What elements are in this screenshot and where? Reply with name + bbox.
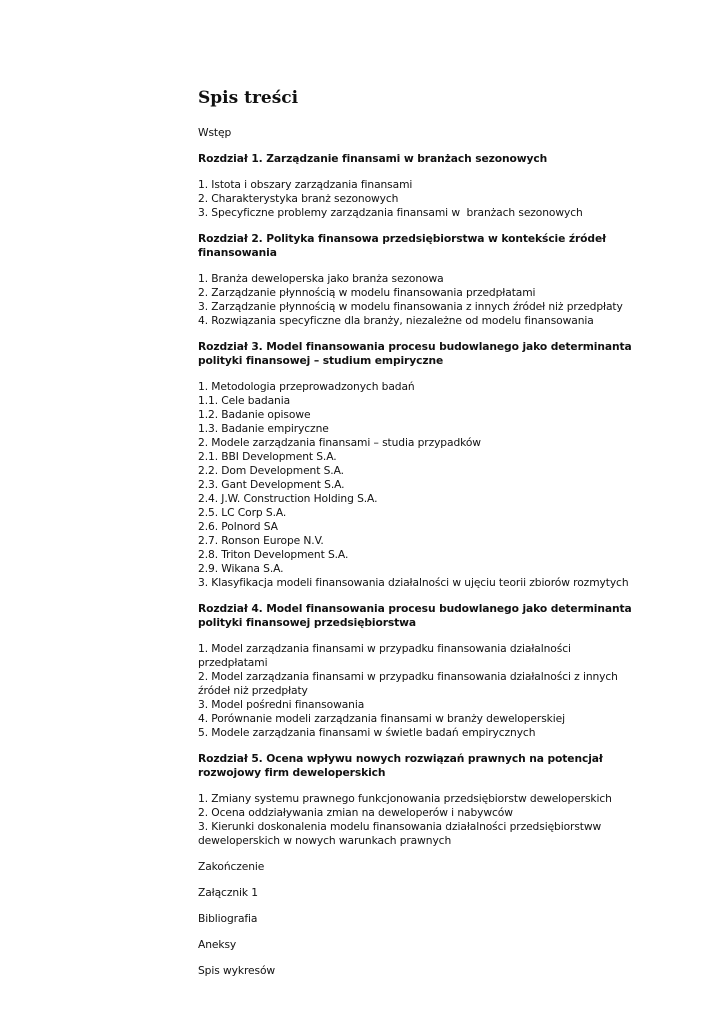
chapter-1-items [198, 178, 638, 220]
list-item: 1. Istota i obszary zarządzania finansami [198, 178, 413, 191]
list-item: 3. Zarządzanie płynnością w modelu finansowania z innych źródeł niż przedpłaty [198, 300, 623, 313]
chapter-3-heading: Rozdział 3. Model finansowania procesu budowlanego jako determinanta [198, 340, 632, 353]
chapter-2-heading: Rozdział 2. Polityka finansowa przedsiębiorstwa w kontekście źródeł [198, 232, 606, 245]
list-item: 2. Ocena oddziaływania zmian na deweloperów i nabywców [198, 806, 513, 819]
chapter-3-items [198, 380, 638, 590]
chapter-4-items [198, 642, 638, 740]
list-item: 2.8. Triton Development S.A. [198, 548, 349, 561]
list-item: 1. Metodologia przeprowadzonych badań [198, 380, 415, 393]
chapter-2-items [198, 272, 638, 328]
list-item: 2.3. Gant Development S.A. [198, 478, 345, 491]
list-item: 4. Porównanie modeli zarządzania finansami w branży deweloperskiej [198, 712, 565, 725]
chapter-4-heading-cont: polityki finansowej przedsiębiorstwa [198, 616, 417, 629]
chapter-4-heading: Rozdział 4. Model finansowania procesu budowlanego jako determinanta [198, 602, 632, 615]
chapter-5-heading-cont: rozwojowy firm deweloperskich [198, 766, 386, 779]
list-item: 1.2. Badanie opisowe [198, 408, 311, 421]
list-item: deweloperskich w nowych warunkach prawnych [198, 834, 452, 847]
toc-intro: Wstęp [198, 126, 232, 139]
list-item: 2.7. Ronson Europe N.V. [198, 534, 324, 547]
list-item: 2.2. Dom Development S.A. [198, 464, 344, 477]
chapter-1-heading: Rozdział 1. Zarządzanie finansami w branżach sezonowych [198, 152, 548, 165]
toc-conclusion: Zakończenie [198, 860, 265, 873]
list-item: 2. Model zarządzania finansami w przypadku finansowania działalności z innych [198, 670, 618, 683]
table-of-contents [198, 88, 638, 978]
toc-list-of-charts: Spis wykresów [198, 964, 276, 977]
chapter-5-heading: Rozdział 5. Ocena wpływu nowych rozwiązań prawnych na potencjał [198, 752, 603, 765]
toc-bibliography: Bibliografia [198, 912, 258, 925]
list-item: 2. Modele zarządzania finansami – studia przypadków [198, 436, 481, 449]
list-item: 1. Zmiany systemu prawnego funkcjonowania przedsiębiorstw deweloperskich [198, 792, 612, 805]
list-item: 2.9. Wikana S.A. [198, 562, 284, 575]
toc-annexes: Aneksy [198, 938, 237, 951]
list-item: 1. Model zarządzania finansami w przypadku finansowania działalności przedpłatami [198, 642, 575, 669]
list-item: 1.1. Cele badania [198, 394, 291, 407]
list-item: 5. Modele zarządzania finansami w świetle badań empirycznych [198, 726, 536, 739]
list-item: 2.6. Polnord SA [198, 520, 278, 533]
list-item: 2. Charakterystyka branż sezonowych [198, 192, 399, 205]
list-item: 3. Klasyfikacja modeli finansowania działalności w ujęciu teorii zbiorów rozmytych [198, 576, 629, 589]
list-item: 2.5. LC Corp S.A. [198, 506, 287, 519]
chapter-3-heading-cont: polityki finansowej – studium empiryczne [198, 354, 444, 367]
list-item: 1.3. Badanie empiryczne [198, 422, 329, 435]
chapter-2-heading-cont: finansowania [198, 246, 277, 259]
list-item: 2.4. J.W. Construction Holding S.A. [198, 492, 378, 505]
list-item: 2.1. BBI Development S.A. [198, 450, 337, 463]
list-item: 2. Zarządzanie płynnością w modelu finansowania przedpłatami [198, 286, 536, 299]
toc-appendix: Załącznik 1 [198, 886, 258, 899]
list-item: 3. Model pośredni finansowania [198, 698, 365, 711]
list-item: 3. Kierunki doskonalenia modelu finansowania działalności przedsiębiorstww [198, 820, 602, 833]
list-item: 1. Branża deweloperska jako branża sezonowa [198, 272, 444, 285]
list-item: 4. Rozwiązania specyficzne dla branży, niezależne od modelu finansowania [198, 314, 594, 327]
list-item: źródeł niż przedpłaty [198, 684, 308, 697]
chapter-5-items [198, 792, 638, 848]
page-title: Spis treści [198, 88, 299, 108]
list-item: 3. Specyficzne problemy zarządzania finansami w branżach sezonowych [198, 206, 583, 219]
